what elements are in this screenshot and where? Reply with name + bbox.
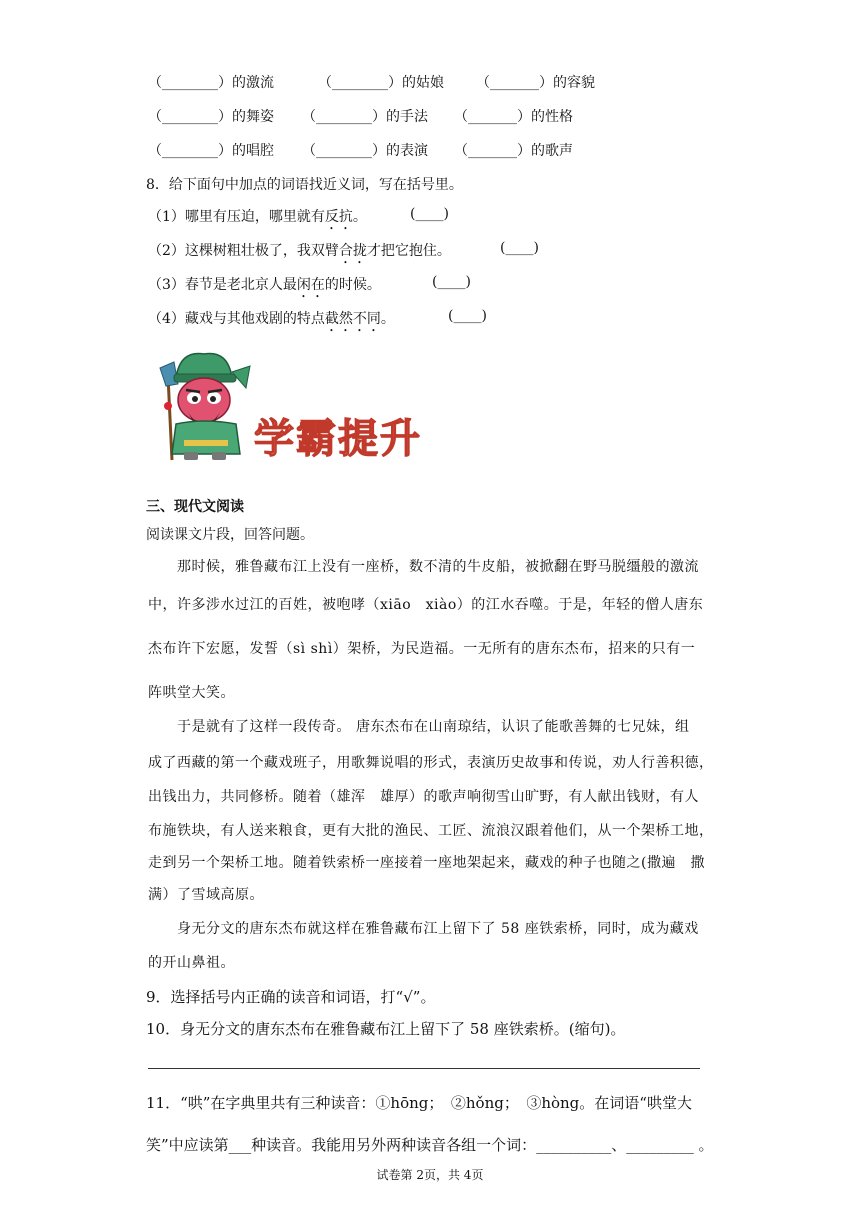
passage-line: 成了西藏的第一个藏戏班子，用歌舞说唱的形式，表演历史故事和传说，劝人行善积德， <box>148 755 714 771</box>
q8-item-pre: （2）这棵树粗壮极了，我双臂 <box>148 243 339 259</box>
answer-blank[interactable]: (____) <box>432 274 471 290</box>
dotted-word: 截然不同 <box>324 311 381 327</box>
answer-blank[interactable]: ___ <box>228 1136 252 1154</box>
banner-text: 学霸提升 <box>254 416 422 462</box>
q8-item-2 <box>148 240 539 267</box>
fill-item: （_______）的歌声 <box>454 143 573 159</box>
q8-item-post: 的时候。 <box>324 277 381 293</box>
fill-item: （________）的姑娘 <box>318 75 444 91</box>
fill-item: （_______）的容貌 <box>476 75 595 91</box>
answer-blank[interactable]: __________、_________ 。 <box>536 1136 714 1154</box>
fill-item: （________）的舞姿 <box>148 109 274 125</box>
section-title: 三、现代文阅读 <box>146 499 244 515</box>
q8-item-3 <box>148 274 471 301</box>
passage-line: 身无分文的唐东杰布就这样在雅鲁藏布江上留下了 58 座铁索桥，同时，成为藏戏 <box>148 921 699 937</box>
answer-blank[interactable]: (____) <box>500 240 539 256</box>
passage-line: 那时候，雅鲁藏布江上没有一座桥，数不清的牛皮船，被掀翻在野马脱缰般的激流 <box>148 559 699 575</box>
page-footer: 试卷第 2页，共 4页 <box>376 1168 484 1182</box>
fill-item: （________）的手法 <box>302 109 428 125</box>
passage-line: 杰布许下宏愿，发誓（sì shì）架桥，为民造福。一无所有的唐东杰布，招来的只有一 <box>148 641 696 657</box>
answer-blank[interactable]: (____) <box>448 308 487 324</box>
q8-item-4 <box>148 308 487 335</box>
passage-line: 于是就有了这样一段传奇。 唐东杰布在山南琼结，认识了能歌善舞的七兄妹，组 <box>148 719 690 735</box>
fill-item: （________）的激流 <box>148 75 274 91</box>
fill-item: （_______）的性格 <box>454 109 573 125</box>
dotted-word: 合拢 <box>338 243 367 259</box>
fill-item: （________）的表演 <box>302 143 428 159</box>
answer-blank[interactable]: (____) <box>410 206 449 222</box>
opera-character-illustration <box>154 348 454 466</box>
fill-item: （________）的唱腔 <box>148 143 274 159</box>
q8-item-pre: （1）哪里有压迫，哪里就有 <box>148 209 325 225</box>
q11-text: 笑”中应读第 <box>146 1136 229 1154</box>
q9: 9．选择括号内正确的读音和词语，打“√”。 <box>146 988 436 1006</box>
passage-line: 中，许多涉水过江的百姓，被咆哮（xiāo xiào）的江水吞噬。于是，年轻的僧人唐东 <box>148 597 704 613</box>
q8-item-1 <box>148 206 449 233</box>
passage-line: 出钱出力，共同修桥。随着（雄浑 雄厚）的歌声响彻雪山旷野，有人献出钱财，有人 <box>148 789 699 805</box>
q10: 10．身无分文的唐东杰布在雅鲁藏布江上留下了 58 座铁索桥。(缩句)。 <box>146 1020 626 1038</box>
q8-item-post: 。 <box>352 209 367 225</box>
passage-line: 的开山鼻祖。 <box>148 955 235 971</box>
answer-line[interactable] <box>148 1068 700 1069</box>
q8-item-post: 才把它抱住。 <box>366 243 451 259</box>
passage-line: 布施铁块，有人送来粮食，更有大批的渔民、工匠、流浪汉跟着他们，从一个架桥工地， <box>148 823 714 839</box>
passage-line: 满）了雪域高原。 <box>148 887 264 903</box>
xueba-banner <box>154 348 454 466</box>
q11-line-1: 11．“哄”在字典里共有三种读音：①hōng； ②hǒng； ③hòng。在词语“哄堂大 <box>146 1094 692 1112</box>
dotted-word: 闲在 <box>296 277 325 293</box>
q8-item-post: 。 <box>380 311 395 327</box>
q11-line-2 <box>146 1134 713 1155</box>
q8-item-pre: （4）藏戏与其他戏剧的特点 <box>148 311 325 327</box>
q8-item-pre: （3）春节是老北京人最 <box>148 277 297 293</box>
dotted-word: 反抗 <box>324 209 353 225</box>
q8-title: 8．给下面句中加点的词语找近义词，写在括号里。 <box>146 177 463 193</box>
section-instruction: 阅读课文片段，回答问题。 <box>146 527 314 543</box>
passage-line: 阵哄堂大笑。 <box>148 685 235 701</box>
q11-text: 种读音。我能用另外两种读音各组一个词： <box>251 1136 537 1154</box>
passage-line: 走到另一个架桥工地。随着铁索桥一座接着一座地架起来，藏戏的种子也随之(撒遍 撒 <box>148 855 705 871</box>
